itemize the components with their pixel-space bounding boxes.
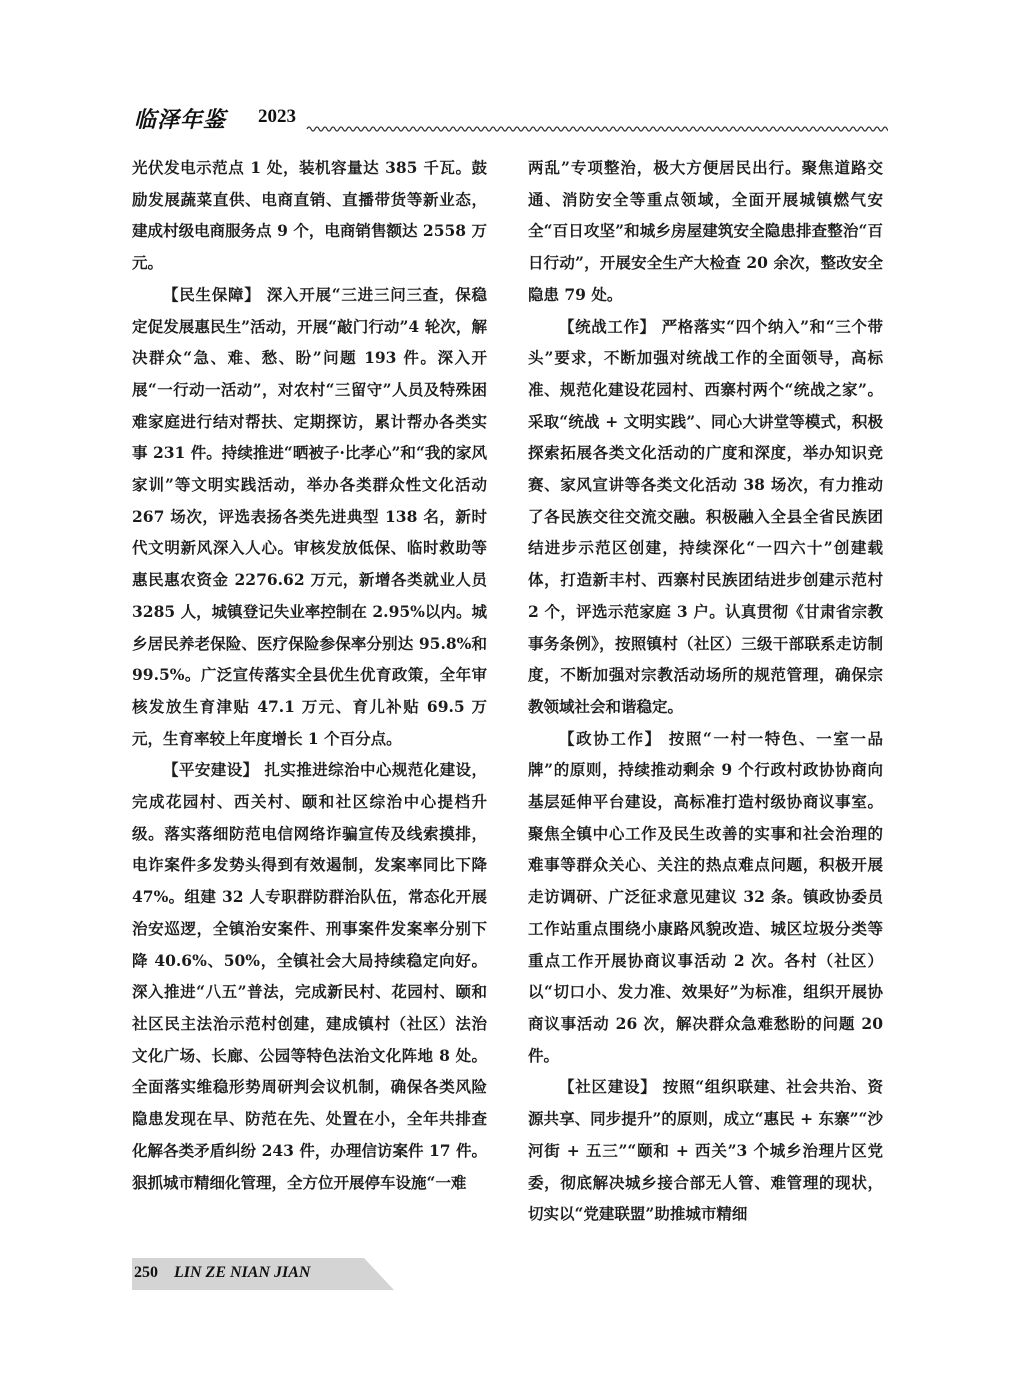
yearbook-year: 2023: [258, 106, 296, 127]
journal-name: LIN ZE NIAN JIAN: [174, 1264, 311, 1281]
running-header: [132, 100, 888, 134]
paragraph-continued: 光伏发电示范点 1 处，装机容量达 385 千瓦。鼓励发展蔬菜直供、电商直销、直播带货等新业态，建成村级电商服务点 9 个，电商销售额达 2558 万元。: [132, 158, 487, 273]
yearbook-title: 临泽年鉴: [134, 107, 227, 133]
paragraph-pingan: 【平安建设】 扎实推进综治中心规范化建设，完成花园村、西关村、颐和社区综治中心提档升级。落实落细防范电信网络诈骗宣传及线索摸排，电诈案件多发势头得到有效遏制，发案率同比下降 47%。组建 32 人专职群防群治队伍，常态化开展治安巡逻，全镇治安案件、刑事案件发案率分别下降 40.6%、50%，全镇社会大局持续稳定向好。深入推进“八五”普法，完成新民村、花园村、颐和社区民主法治示范村创建，建成镇村（社区）法治文化广场、长廊、公园等特色法治文化阵地 8 处。全面落实维稳形势周研判会议机制，确保各类风险隐患发现在早、防范在先、处置在小，全年共排查化解各类矛盾纠纷 243 件，办理信访案件 17 件。狠抓城市精细化管理，全方位开展停车设施“一难: [132, 760, 487, 1192]
right-column: [528, 152, 883, 1230]
section-tag-minsheng: 【民生保障】: [163, 284, 261, 304]
paragraph-tongzhan: 【统战工作】 严格落实“四个纳入”和“三个带头”要求，不断加强对统战工作的全面领导，高标准、规范化建设花园村、西寨村两个“统战之家”。采取“统战 + 文明实践”、同心大讲堂等模式，积极探索拓展各类文化活动的广度和深度，举办知识竞赛、家风宣讲等各类文化活动 38 场次，有力推动了各民族交往交流交融。积极融入全县全省民族团结进步示范区创建，持续深化“一四六十”创建载体，打造新丰村、西寨村民族团结进步创建示范村 2 个，评选示范家庭 3 户。认真贯彻《甘肃省宗教事务条例》，按照镇村（社区）三级干部联系走访制度，不断加强对宗教活动场所的规范管理，确保宗教领域社会和谐稳定。: [528, 316, 883, 716]
section-tag-pingan: 【平安建设】: [163, 760, 259, 780]
wavy-rule: [132, 124, 888, 134]
paragraph-shequ: 【社区建设】 按照“组织联建、社会共治、资源共享、同步提升”的原则，成立“惠民 + 东寨”“沙河街 + 五三”“颐和 + 西关”3 个城乡治理片区党委，彻底解决城乡接合部无人管、难管理的现状，切实以“党建联盟”助推城市精细: [528, 1077, 883, 1224]
page-number: 250: [134, 1264, 158, 1281]
page-footer: [132, 1258, 394, 1290]
section-tag-tongzhan: 【统战工作】: [559, 316, 656, 336]
paragraph-minsheng: 【民生保障】 深入开展“三进三问三查，保稳定促发展惠民生”活动，开展“敲门行动”4 轮次，解决群众“急、难、愁、盼”问题 193 件。深入开展“一行动一活动”，对农村“三留守”人员及特殊困难家庭进行结对帮扶、定期探访，累计帮办各类实事 231 件。持续推进“晒被子·比孝心”和“我的家风家训”等文明实践活动，举办各类群众性文化活动 267 场次，评选表扬各类先进典型 138 名，新时代文明新风深入人心。审核发放低保、临时救助等惠民惠农资金 2276.62 万元，新增各类就业人员 3285 人，城镇登记失业率控制在 2.95%以内。城乡居民养老保险、医疗保险参保率分别达 95.8%和 99.5%。广泛宣传落实全县优生优育政策，全年审核发放生育津贴 47.1 万元、育儿补贴 69.5 万元，生育率较上年度增长 1 个百分点。: [132, 284, 487, 748]
left-column: [132, 152, 487, 1198]
section-tag-zhengxie: 【政协工作】: [559, 728, 662, 748]
section-tag-shequ: 【社区建设】: [559, 1077, 657, 1097]
paragraph-continued-right: 两乱”专项整治，极大方便居民出行。聚焦道路交通、消防安全等重点领域，全面开展城镇燃气安全“百日攻坚”和城乡房屋建筑安全隐患排查整治“百日行动”，开展安全生产大检查 20 余次，整改安全隐患 79 处。: [528, 158, 883, 304]
paragraph-zhengxie: 【政协工作】 按照“一村一特色、一室一品牌”的原则，持续推动剩余 9 个行政村政协协商向基层延伸平台建设，高标准打造村级协商议事室。聚焦全镇中心工作及民生改善的实事和社会治理的难事等群众关心、关注的热点难点问题，积极开展走访调研、广泛征求意见建议 32 条。镇政协委员工作站重点围绕小康路风貌改造、城区垃圾分类等重点工作开展协商议事活动 2 次。各村（社区）以“切口小、发力准、效果好”为标准，组织开展协商议事活动 26 次，解决群众急难愁盼的问题 20 件。: [528, 728, 883, 1065]
